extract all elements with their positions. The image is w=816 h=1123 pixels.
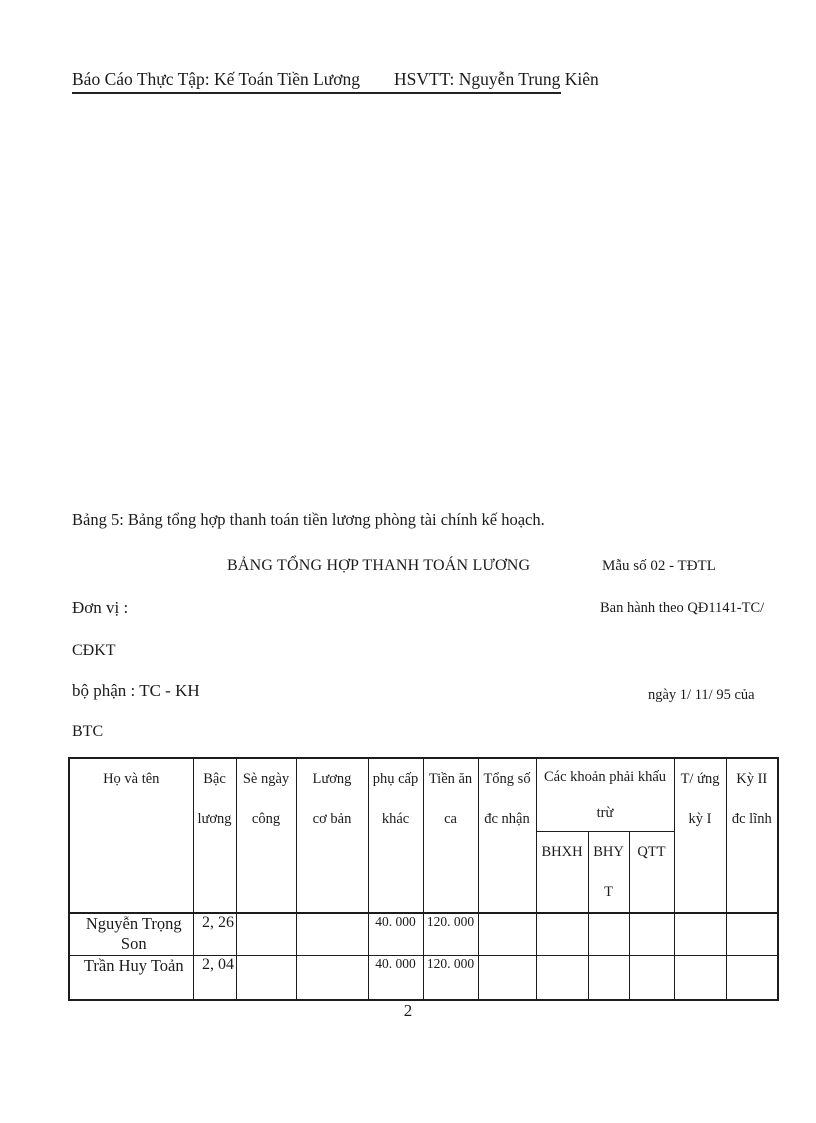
- document-title: BẢNG TỔNG HỢP THANH TOÁN LƯƠNG: [227, 557, 531, 574]
- col-header-other-allowance: phụ cấp khác: [368, 758, 423, 913]
- cell-total-received: [478, 955, 536, 1000]
- cell-grade: 2, 26: [193, 913, 236, 955]
- col-header-qtt: QTT: [629, 832, 674, 914]
- cell-base-salary: [296, 955, 368, 1000]
- cell-base-salary: [296, 913, 368, 955]
- running-head-report-title: Báo Cáo Thực Tập: Kế Toán Tiền Lương: [72, 69, 361, 89]
- cell-workdays: [236, 913, 296, 955]
- cell-period2-receivable: [726, 913, 778, 955]
- cell-advance-period1: [674, 955, 726, 1000]
- col-header-grade: Bậc lương: [193, 758, 236, 913]
- decision-date: ngày 1/ 11/ 95 của: [648, 687, 755, 703]
- cell-total-received: [478, 913, 536, 955]
- table-row: [69, 913, 778, 955]
- unit-line2: CĐKT: [72, 642, 116, 659]
- col-header-name: Họ và tên: [69, 758, 193, 913]
- cell-advance-period1: [674, 913, 726, 955]
- col-header-base-salary: Lương cơ bản: [296, 758, 368, 913]
- cell-name: Nguyễn Trọng Son: [69, 913, 193, 955]
- col-header-deductions-group: Các khoản phải khấu trừ: [536, 758, 674, 832]
- table-caption: Bảng 5: Bảng tổng hợp thanh toán tiền lương phòng tài chính kế hoạch.: [72, 510, 545, 529]
- col-header-meal-money: Tiền ăn ca: [423, 758, 478, 913]
- cell-qtt: [629, 955, 674, 1000]
- running-head-student-name: HSVTT: Nguyễn Trung Kiên: [394, 69, 599, 89]
- running-head: [72, 68, 599, 94]
- col-header-advance-period1: T/ ứng kỳ I: [674, 758, 726, 913]
- col-header-total-received: Tổng số đc nhận: [478, 758, 536, 913]
- cell-period2-receivable: [726, 955, 778, 1000]
- department-label: bộ phận : TC - KH: [72, 681, 200, 700]
- cell-bhxh: [536, 955, 588, 1000]
- col-header-period2-receivable: Kỳ II đc lĩnh: [726, 758, 778, 913]
- cell-meal-money: 120. 000: [423, 955, 478, 1000]
- cell-name: Trần Huy Toản: [69, 955, 193, 1000]
- cell-workdays: [236, 955, 296, 1000]
- issuer: BTC: [72, 723, 104, 740]
- cell-qtt: [629, 913, 674, 955]
- col-header-bhxh: BHXH: [536, 832, 588, 914]
- cell-other-allowance: 40. 000: [368, 913, 423, 955]
- cell-bhyt: [588, 955, 629, 1000]
- col-header-workdays: Sè ngày công: [236, 758, 296, 913]
- form-number: Mẫu số 02 - TĐTL: [602, 558, 716, 574]
- cell-bhxh: [536, 913, 588, 955]
- cell-other-allowance: 40. 000: [368, 955, 423, 1000]
- cell-bhyt: [588, 913, 629, 955]
- cell-grade: 2, 04: [193, 955, 236, 1000]
- page-number: 2: [403, 1001, 413, 1020]
- payroll-summary-table: [68, 757, 779, 1001]
- unit-label: Đơn vị :: [72, 598, 129, 617]
- issued-per-decision: Ban hành theo QĐ1141-TC/: [600, 600, 765, 616]
- cell-meal-money: 120. 000: [423, 913, 478, 955]
- table-row: [69, 955, 778, 1000]
- col-header-bhyt: BHY T: [588, 832, 629, 914]
